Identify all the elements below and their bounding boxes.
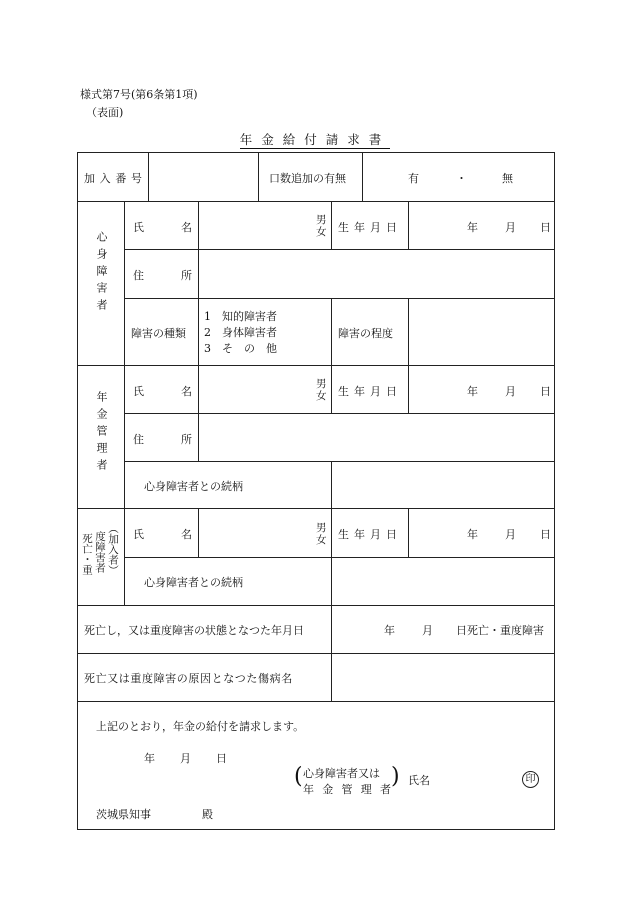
applicant-role-line1: 心身障害者又は xyxy=(303,767,380,780)
form-number: 様式第7号(第6条第1項) xyxy=(80,88,198,101)
section-deceased-col3: （加入者） xyxy=(107,523,119,576)
honorific: 殿 xyxy=(202,808,213,821)
death-date-month: 月 xyxy=(422,624,433,637)
disability-type-option[interactable]: 1 知的障害者 xyxy=(204,310,277,323)
dob-label: 生年月日 xyxy=(338,385,402,398)
dob-month: 月 xyxy=(505,221,516,234)
bracket-left: ( xyxy=(294,764,303,789)
enrollment-number-label: 加 入 番 号 xyxy=(84,172,142,185)
death-date-year: 年 xyxy=(384,624,395,637)
declaration-month: 月 xyxy=(180,752,191,765)
gender-male[interactable]: 男 xyxy=(316,214,327,226)
dob-label: 生年月日 xyxy=(338,221,402,234)
declaration-day: 日 xyxy=(216,752,227,765)
dob-day: 日 xyxy=(540,221,551,234)
dob-label: 生年月日 xyxy=(338,528,402,541)
form-table xyxy=(77,152,555,830)
section-deceased-col1: 死亡・重 xyxy=(81,533,93,575)
address-label-char1: 住 xyxy=(133,269,144,282)
section-deceased-col2: 度障害者 xyxy=(94,531,106,573)
dob-year: 年 xyxy=(467,385,478,398)
address-label-char2: 所 xyxy=(181,433,192,446)
relation-label: 心身障害者との続柄 xyxy=(144,576,243,589)
choice-separator: ・ xyxy=(456,172,467,185)
cause-label: 死亡又は重度障害の原因となつた傷病名 xyxy=(84,672,293,685)
choice-no[interactable]: 無 xyxy=(502,172,513,185)
dob-day: 日 xyxy=(540,385,551,398)
death-date-label: 死亡し，又は重度障害の状態となつた年月日 xyxy=(84,624,304,637)
gender-female[interactable]: 女 xyxy=(316,226,327,238)
name-label-char2: 名 xyxy=(181,528,192,541)
gender-female[interactable]: 女 xyxy=(316,534,327,546)
address-label-char2: 所 xyxy=(181,269,192,282)
gender-male[interactable]: 男 xyxy=(316,378,327,390)
addressee: 茨城県知事 xyxy=(96,808,151,821)
disability-degree-label: 障害の程度 xyxy=(338,327,393,340)
section-disabled-person: 心身障害者 xyxy=(95,231,108,316)
gender-male[interactable]: 男 xyxy=(316,522,327,534)
death-date-suffix: 日死亡・重度障害 xyxy=(456,624,544,637)
disability-type-option[interactable]: 3 そ の 他 xyxy=(204,342,277,355)
dob-year: 年 xyxy=(467,528,478,541)
seal-mark: 印 xyxy=(522,771,539,788)
dob-month: 月 xyxy=(505,385,516,398)
side-label: （表面) xyxy=(86,106,124,119)
declaration-year: 年 xyxy=(144,752,155,765)
bracket-right: ) xyxy=(391,764,400,789)
name-label-char1: 氏 xyxy=(133,385,144,398)
relation-label: 心身障害者との続柄 xyxy=(144,480,243,493)
dob-day: 日 xyxy=(540,528,551,541)
name-label-char1: 氏 xyxy=(133,528,144,541)
gender-female[interactable]: 女 xyxy=(316,390,327,402)
address-label-char1: 住 xyxy=(133,433,144,446)
disability-type-option[interactable]: 2 身体障害者 xyxy=(204,326,277,339)
name-label-char2: 名 xyxy=(181,221,192,234)
dob-year: 年 xyxy=(467,221,478,234)
applicant-role-line2: 年 金 管 理 者 xyxy=(303,783,391,796)
kuchi-addition-label: 口数追加の有無 xyxy=(269,172,346,185)
section-pension-manager: 年金管理者 xyxy=(95,391,108,476)
choice-yes[interactable]: 有 xyxy=(408,172,419,185)
declaration-text: 上記のとおり，年金の給付を請求します。 xyxy=(96,720,305,733)
name-label-char1: 氏 xyxy=(133,221,144,234)
form-title: 年金給付請求書 xyxy=(239,132,391,147)
disability-type-label: 障害の種類 xyxy=(131,327,186,340)
dob-month: 月 xyxy=(505,528,516,541)
applicant-name-label: 氏名 xyxy=(408,774,430,787)
name-label-char2: 名 xyxy=(181,385,192,398)
